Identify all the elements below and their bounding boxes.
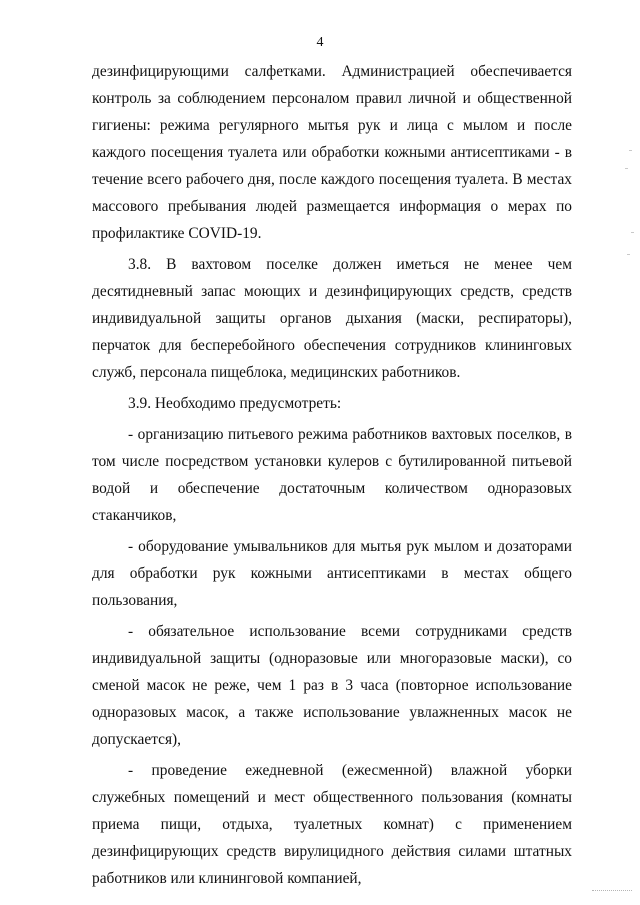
scan-speck [629, 150, 632, 151]
paragraph-3-9-heading: 3.9. Необходимо предусмотреть: [128, 395, 342, 412]
scan-artifacts [610, 0, 640, 905]
scan-corner-mark [592, 880, 632, 891]
list-item-wet-cleaning: - проведение ежедневной (ежесменной) влажной уборки служебных помещений и мест общественного пользования (комнаты приема пищи, отдыха, туалетных комнат) с применением дезинфицирующих средств вирулицидного действия силами штатных работников или клининговой компанией, [92, 762, 572, 887]
page-number: 4 [316, 35, 324, 50]
scan-speck [627, 254, 630, 255]
scan-speck [625, 168, 628, 169]
list-item-masks: - обязательное использование всеми сотрудниками средств индивидуальной защиты (одноразовые или многоразовые маски), со сменой масок не реже, чем 1 раз в 3 часа (повторное использование одноразовых масок, а также использование увлажненных масок не допускается), [92, 623, 572, 748]
document-body [92, 58, 572, 892]
paragraph-continuation: дезинфицирующими салфетками. Администрацией обеспечивается контроль за соблюдением персоналом правил личной и общественной гигиены: режима регулярного мытья рук и лица с мылом и после каждого посещения туалета или обработки кожными антисептиками - в течение всего рабочего дня, после каждого посещения туалета. В местах массового пребывания людей размещается информация о мерах по профилактике COVID-19. [92, 63, 572, 242]
scan-speck [631, 232, 634, 233]
list-item-drinking-regime: - организацию питьевого режима работников вахтовых поселков, в том числе посредством установки кулеров с бутилированной питьевой водой и обеспечение достаточным количеством одноразовых стаканчиков, [92, 426, 572, 524]
list-item-washbasins: - оборудование умывальников для мытья рук мылом и дозаторами для обработки рук кожными антисептиками в местах общего пользования, [92, 538, 572, 609]
paragraph-3-8: 3.8. В вахтовом поселке должен иметься не менее чем десятидневный запас моющих и дезинфицирующих средств, средств индивидуальной защиты органов дыхания (маски, респираторы), перчаток для бесперебойного обеспечения сотрудников клининговых служб, персонала пищеблока, медицинских работников. [92, 256, 572, 381]
